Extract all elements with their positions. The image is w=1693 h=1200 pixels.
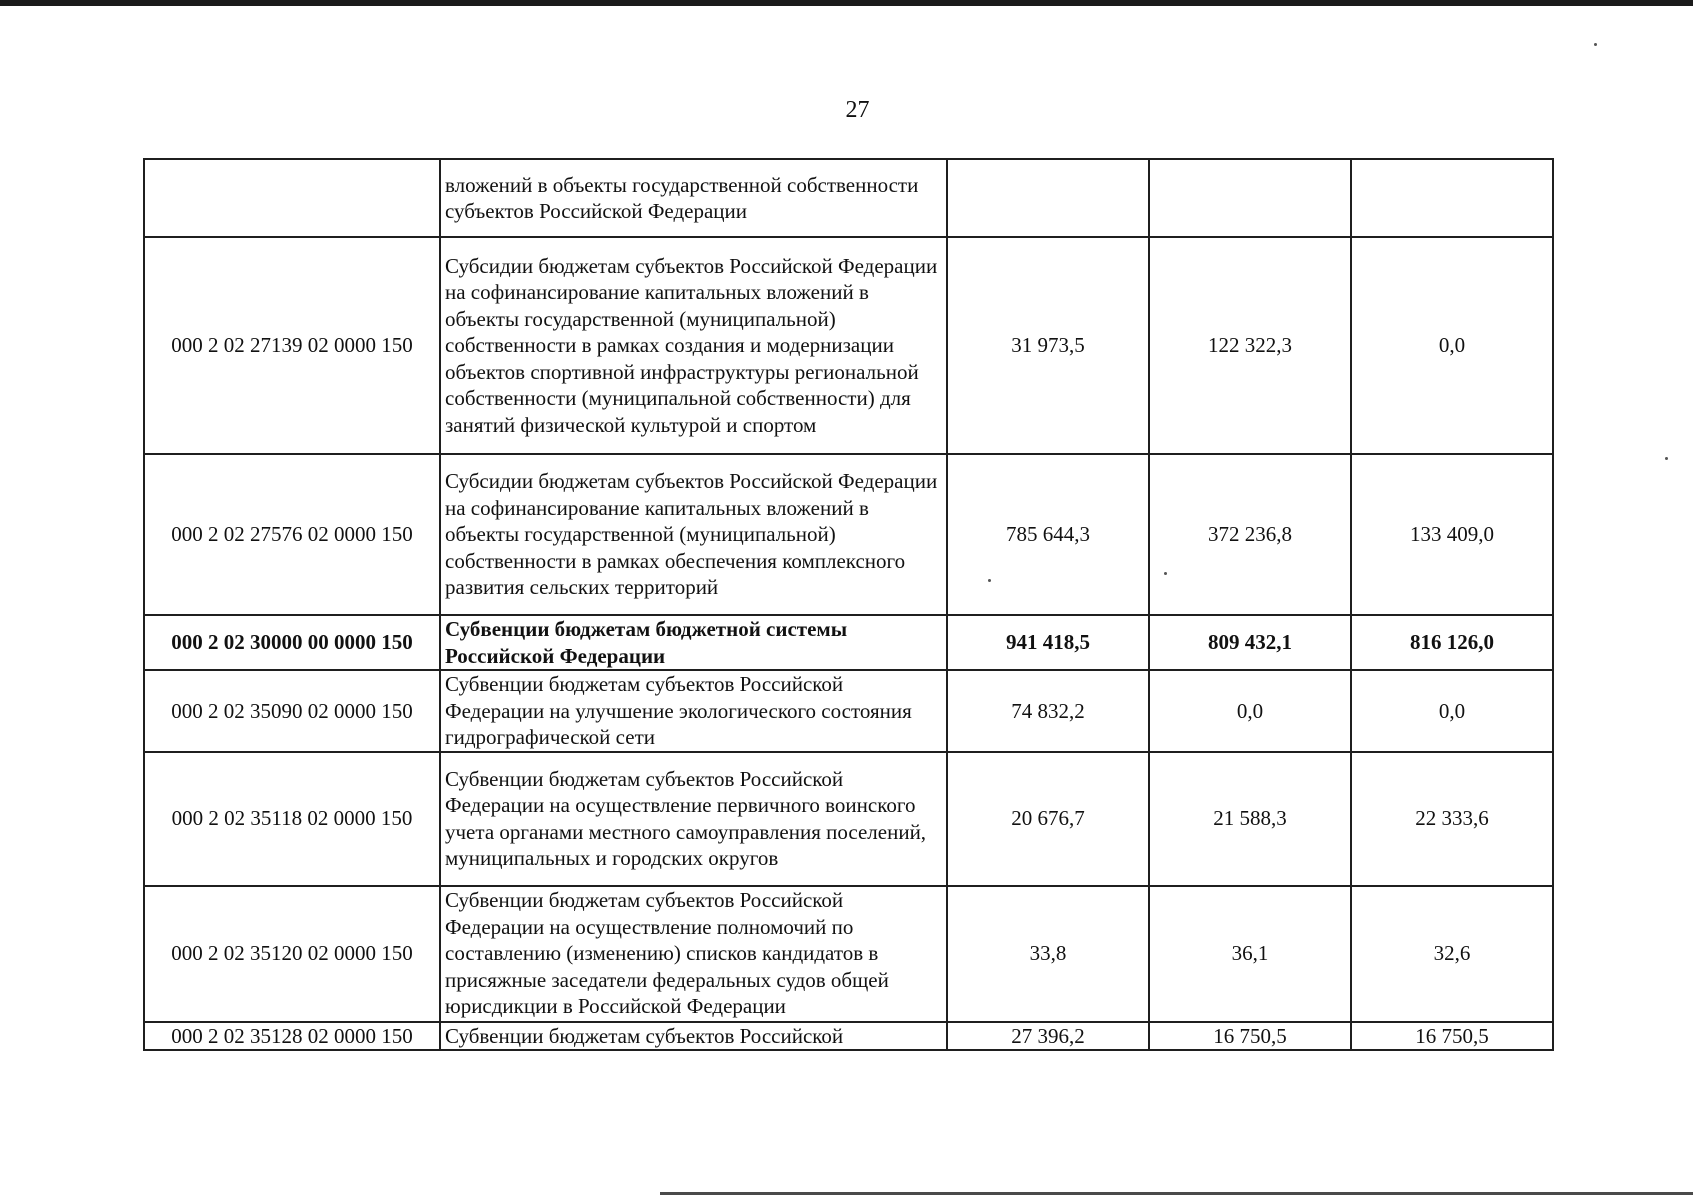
value-year-2-cell: 0,0	[1149, 670, 1351, 752]
description-cell: Субсидии бюджетам субъектов Российской Федерации на софинансирование капитальных вложений в объекты государственной (муниципальной) собственности в рамках обеспечения комплексного развития сельских территорий	[440, 454, 947, 615]
page-number: 27	[845, 97, 870, 123]
scan-speck	[1164, 572, 1167, 575]
description-cell: Субвенции бюджетам субъектов Российской Федерации на улучшение экологического состояния гидрографической сети	[440, 670, 947, 752]
value-year-3-cell: 0,0	[1351, 237, 1553, 454]
value-year-3-cell: 0,0	[1351, 670, 1553, 752]
description-cell: Субвенции бюджетам субъектов Российской Федерации на осуществление первичного воинского учета органами местного самоуправления поселений, муниципальных и городских округов	[440, 752, 947, 886]
value-year-3-cell: 22 333,6	[1351, 752, 1553, 886]
value-year-1-cell: 785 644,3	[947, 454, 1149, 615]
value-year-3-cell	[1351, 159, 1553, 237]
value-year-1-cell: 33,8	[947, 886, 1149, 1022]
top-scan-border	[0, 0, 1693, 6]
description-cell: Субсидии бюджетам субъектов Российской Федерации на софинансирование капитальных вложений в объекты государственной (муниципальной) собственности в рамках создания и модернизации объектов спортивной инфраструктуры региональной собственности (муниципальной собственности) для занятий физической культурой и спортом	[440, 237, 947, 454]
table-row	[144, 1022, 1553, 1051]
value-year-2-cell: 372 236,8	[1149, 454, 1351, 615]
budget-code-cell: 000 2 02 35090 02 0000 150	[144, 670, 440, 752]
budget-code-cell: 000 2 02 30000 00 0000 150	[144, 615, 440, 670]
scan-speck	[988, 579, 991, 582]
budget-revenue-table	[143, 158, 1554, 1051]
table-row-total	[144, 615, 1553, 670]
budget-code-cell: 000 2 02 35128 02 0000 150	[144, 1022, 440, 1051]
value-year-3-cell: 16 750,5	[1351, 1022, 1553, 1051]
value-year-2-cell: 809 432,1	[1149, 615, 1351, 670]
scan-speck	[1594, 43, 1597, 46]
value-year-2-cell	[1149, 159, 1351, 237]
value-year-1-cell: 27 396,2	[947, 1022, 1149, 1051]
table-row	[144, 670, 1553, 752]
value-year-2-cell: 122 322,3	[1149, 237, 1351, 454]
value-year-3-cell: 133 409,0	[1351, 454, 1553, 615]
value-year-1-cell: 74 832,2	[947, 670, 1149, 752]
scan-speck	[1665, 457, 1668, 460]
value-year-1-cell: 20 676,7	[947, 752, 1149, 886]
description-cell: Субвенции бюджетам бюджетной системы Российской Федерации	[440, 615, 947, 670]
description-cell: Субвенции бюджетам субъектов Российской	[440, 1022, 947, 1051]
description-cell: Субвенции бюджетам субъектов Российской Федерации на осуществление полномочий по составлению (изменению) списков кандидатов в присяжные заседатели федеральных судов общей юрисдикции в Российской Федерации	[440, 886, 947, 1022]
bottom-scan-border	[660, 1192, 1693, 1195]
value-year-1-cell: 31 973,5	[947, 237, 1149, 454]
budget-code-cell: 000 2 02 35118 02 0000 150	[144, 752, 440, 886]
value-year-2-cell: 21 588,3	[1149, 752, 1351, 886]
value-year-1-cell	[947, 159, 1149, 237]
table-row	[144, 237, 1553, 454]
table-row	[144, 159, 1553, 237]
budget-code-cell: 000 2 02 27576 02 0000 150	[144, 454, 440, 615]
value-year-1-cell: 941 418,5	[947, 615, 1149, 670]
value-year-2-cell: 16 750,5	[1149, 1022, 1351, 1051]
description-cell: вложений в объекты государственной собственности субъектов Российской Федерации	[440, 159, 947, 237]
budget-code-cell	[144, 159, 440, 237]
table-row	[144, 752, 1553, 886]
value-year-2-cell: 36,1	[1149, 886, 1351, 1022]
value-year-3-cell: 816 126,0	[1351, 615, 1553, 670]
table-row	[144, 454, 1553, 615]
budget-code-cell: 000 2 02 27139 02 0000 150	[144, 237, 440, 454]
budget-code-cell: 000 2 02 35120 02 0000 150	[144, 886, 440, 1022]
value-year-3-cell: 32,6	[1351, 886, 1553, 1022]
table-row	[144, 886, 1553, 1022]
